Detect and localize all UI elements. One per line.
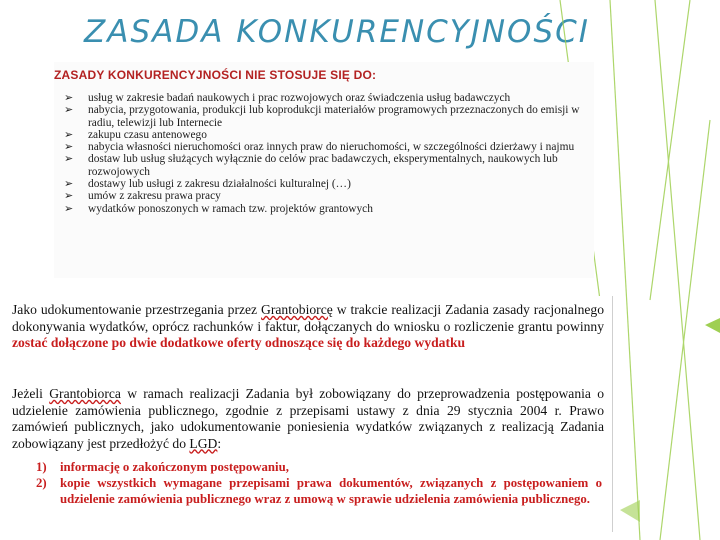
arrow-bullet-icon: ➢ [64,128,74,141]
arrow-bullet-icon: ➢ [64,92,74,104]
exemptions-list [64,92,584,215]
term-lgd: LGD [189,435,218,451]
exemptions-heading: ZASADY KONKURENCYJNOŚCI NIE STOSUJE SIĘ DO: [54,68,377,82]
list-item [64,92,584,104]
paragraph-offers: Jako udokumentowanie przestrzegania przez Grantobiorcę w trakcie realizacji Zadania zasady racjonalnego dokonywania wydatków, oprócz rachunków i faktur, dołączanych do wniosku o rozliczenie grantu powinny zostać dołączone po dwie dodatkowe oferty odnoszące się do każdego wydatku [12,302,604,350]
list-item [64,203,584,215]
list-item-text: usług w zakresie badań naukowych i prac rozwojowych oraz świadczenia usług badawczych [88,92,511,104]
arrow-bullet-icon: ➢ [64,190,74,203]
arrow-bullet-icon: ➢ [64,202,74,215]
scanned-text-image [0,296,613,532]
list-item [64,104,584,129]
list-item-text: dostawy lub usługi z zakresu działalności kulturalnej (…) [88,178,351,191]
list-item-text: nabycia własności nieruchomości oraz innych praw do nieruchomości, w szczególności dzierżawy i najmu [88,141,575,154]
list-item-text: zakupu czasu antenowego [88,128,207,141]
slide-title: ZASADA KONKURENCYJNOŚCI [84,14,590,50]
list-item [36,460,602,476]
required-offers-text: zostać dołączone po dwie dodatkowe oferty odnoszące się do każdego wydatku [12,335,466,350]
list-number: 1) [36,460,47,474]
list-item-text: kopie wszystkich wymagane przepisami prawa dokumentów, związanych z postępowaniem o udzielenie zamówienia publicznego wraz z umową w sprawie udzielenia zamówienia publicznego. [60,475,602,506]
arrow-bullet-icon: ➢ [64,178,74,191]
list-item [64,178,584,190]
list-item-text: wydatków ponoszonych w ramach tzw. projektów grantowych [88,202,373,215]
scanned-list-image [54,62,594,278]
list-item [64,190,584,202]
term-grantobiorca: Grantobiorca [49,386,121,401]
list-item-text: dostaw lub usług służących wyłącznie do celów prac badawczych, eksperymentalnych, naukowych lub rozwojowych [88,153,558,178]
arrow-bullet-icon: ➢ [64,104,74,117]
list-item-text: umów z zakresu prawa pracy [88,190,221,203]
list-item [64,129,584,141]
list-item [36,476,602,508]
list-item [64,153,584,178]
required-documents-list [36,460,602,507]
list-number: 2) [36,475,47,490]
arrow-bullet-icon: ➢ [64,141,74,154]
list-item [64,141,584,153]
list-item-text: nabycia, przygotowania, produkcji lub koprodukcji materiałów programowych przeznaczonych do emisji w radiu, telewizji lub Internecie [88,104,580,129]
arrow-bullet-icon: ➢ [64,153,74,166]
paragraph-public-procurement: Jeżeli Grantobiorca w ramach realizacji Zadania był zobowiązany do przeprowadzenia postępowania o udzielenie zamówienia publicznego, zgodnie z przepisami ustawy z dnia 29 stycznia 2004 r. Prawo zamówień publicznych, jako udokumentowanie poniesienia wydatków związanych z realizacją Zadania zobowiązany jest przedłożyć do LGD: [12,386,605,451]
term-grantobiorca: Grantobiorcę [261,302,333,317]
list-item-text: informację o zakończonym postępowaniu, [60,460,289,474]
